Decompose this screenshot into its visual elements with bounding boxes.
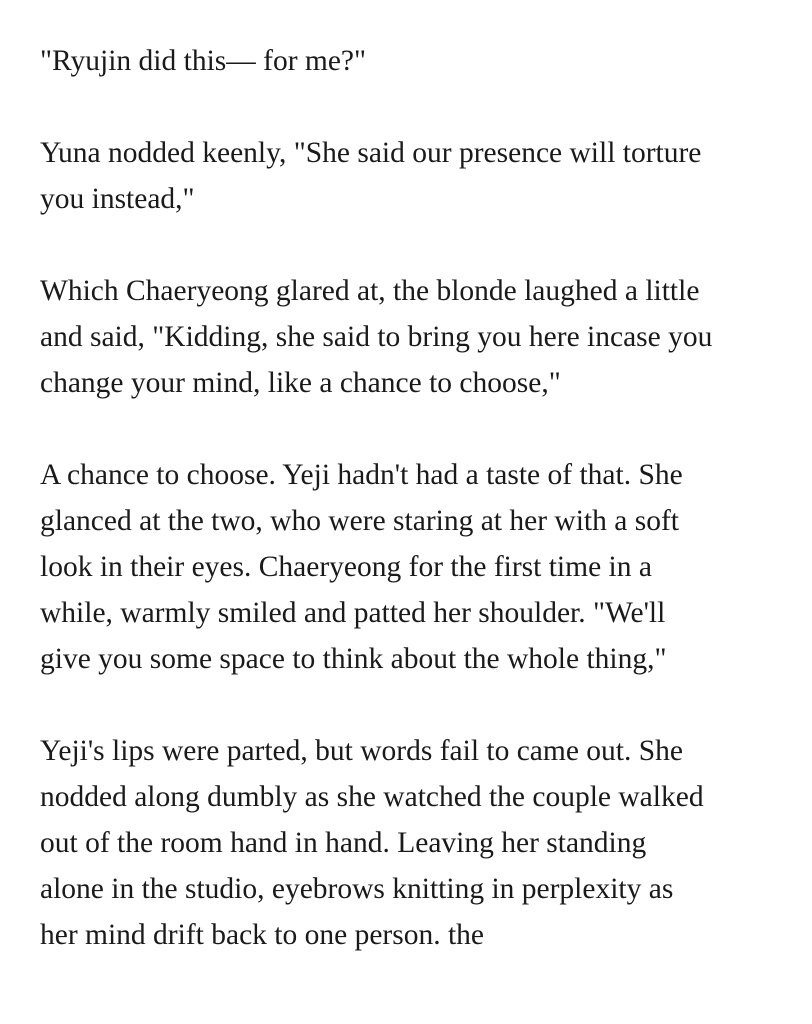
paragraph-1: "Ryujin did this— for me?": [40, 45, 367, 77]
paragraph-5: Yeji's lips were parted, but words fail to came out. She nodded along dumbly as she watched the couple walked out of the room hand in hand. Leaving her standing alone in the studio, eyebrows knitting in perplexity as her mind drift back to one person. the: [40, 735, 704, 951]
paragraph-2: Yuna nodded keenly, "She said our presence will torture you instead,": [40, 137, 702, 215]
paragraph-4: A chance to choose. Yeji hadn't had a taste of that. She glanced at the two, who were staring at her with a soft look in their eyes. Chaeryeong for the first time in a while, warmly smiled and patted her shoulder. "We'll give you some space to think about the whole thing,": [40, 459, 683, 675]
paragraph-3: Which Chaeryeong glared at, the blonde laughed a little and said, "Kidding, she said to bring you here incase you change your mind, like a chance to choose,": [40, 275, 713, 399]
story-text: [40, 38, 780, 958]
